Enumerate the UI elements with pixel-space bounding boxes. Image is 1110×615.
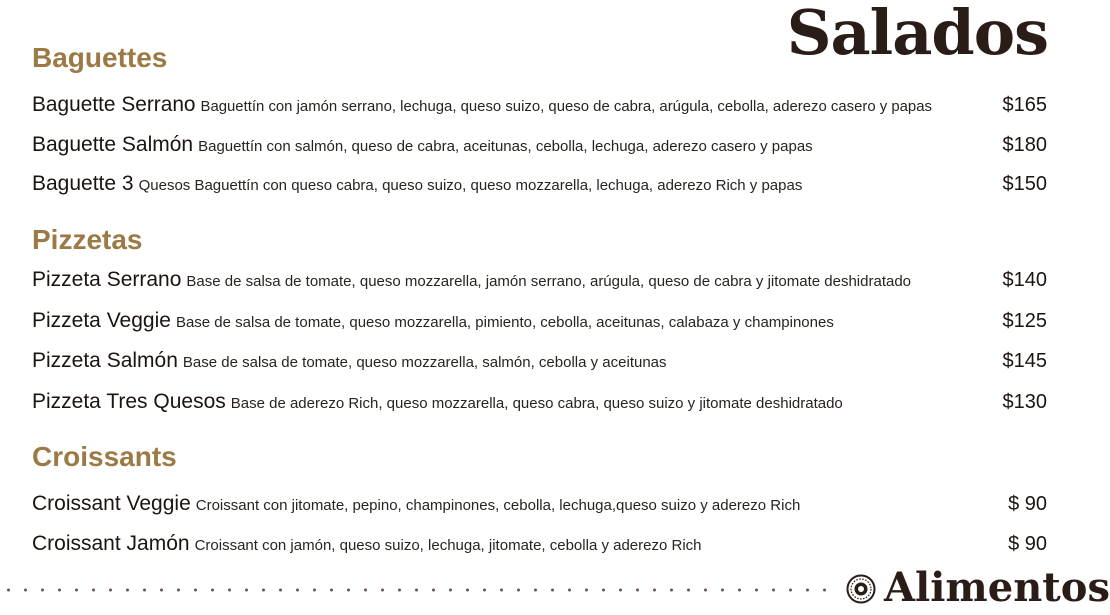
- item-description: Baguettín con jamón serrano, lechuga, queso suizo, queso de cabra, arúgula, cebolla, aderezo casero y papas: [200, 98, 932, 115]
- menu-item-pizzeta-veggie: [32, 305, 1047, 335]
- item-name: Baguette Serrano: [32, 93, 196, 116]
- item-description: Baguettín con salmón, queso de cabra, aceitunas, cebolla, lechuga, aderezo casero y papas: [198, 138, 813, 155]
- menu-item-text: [32, 93, 932, 117]
- item-price: $140: [1002, 269, 1047, 291]
- menu-item-croissant-veggie: [32, 488, 1047, 518]
- item-price: $145: [1002, 350, 1047, 372]
- item-price: $150: [1002, 173, 1047, 195]
- item-name: Pizzeta Salmón: [32, 349, 178, 372]
- item-description: Base de salsa de tomate, queso mozzarella, pimiento, cebolla, aceitunas, calabaza y champinones: [175, 314, 834, 331]
- menu-item-pizzeta-tres-quesos: [32, 386, 1047, 416]
- item-price: $165: [1002, 94, 1047, 116]
- menu-item-text: [32, 532, 702, 556]
- section-heading-croissants: Croissants: [32, 441, 177, 472]
- dotted-leader-divider: [0, 588, 838, 592]
- item-description: Base de salsa de tomate, queso mozzarella, salmón, cebolla y aceitunas: [182, 354, 667, 371]
- page-title: Salados: [786, 0, 1048, 69]
- item-name: Croissant Veggie: [32, 492, 191, 515]
- menu-item-text: [32, 268, 911, 292]
- menu-item-croissant-jamon: [32, 528, 1047, 558]
- item-name: Baguette Salmón: [32, 133, 194, 156]
- menu-item-text: [32, 349, 667, 373]
- item-price: $ 90: [1008, 493, 1047, 515]
- item-description: Croissant con jamón, queso suizo, lechuga, jitomate, cebolla y aderezo Rich: [194, 537, 702, 554]
- item-price: $ 90: [1008, 533, 1047, 555]
- menu-item-text: [32, 133, 813, 157]
- menu-item-baguette-serrano: [32, 89, 1047, 119]
- menu-item-pizzeta-serrano: [32, 264, 1047, 294]
- item-description: Quesos Baguettín con queso cabra, queso suizo, queso mozzarella, lechuga, aderezo Rich y papas: [138, 177, 803, 194]
- item-description: Croissant con jitomate, pepino, champinones, cebolla, lechuga,queso suizo y aderezo Rich: [195, 497, 801, 514]
- menu-item-pizzeta-salmon: [32, 345, 1047, 375]
- item-name: Croissant Jamón: [32, 532, 190, 555]
- item-price: $130: [1002, 391, 1047, 413]
- item-price: $125: [1002, 310, 1047, 332]
- item-name: Pizzeta Veggie: [32, 309, 171, 332]
- item-price: $180: [1002, 134, 1047, 156]
- section-heading-pizzetas: Pizzetas: [32, 224, 143, 255]
- menu-item-text: [32, 390, 843, 414]
- item-name: Pizzeta Serrano: [32, 268, 182, 291]
- footer-brand: Alimentos: [884, 564, 1110, 611]
- item-description: Base de aderezo Rich, queso mozzarella, queso cabra, queso suizo y jitomate deshidratado: [230, 395, 843, 412]
- item-name: Baguette 3: [32, 172, 134, 195]
- menu-item-baguette-3-quesos: [32, 168, 1047, 198]
- ornament-seal-icon: [846, 574, 876, 604]
- section-heading-baguettes: Baguettes: [32, 42, 168, 73]
- item-description: Base de salsa de tomate, queso mozzarella, jamón serrano, arúgula, queso de cabra y jitomate deshidratado: [186, 273, 912, 290]
- menu-item-text: [32, 492, 800, 516]
- menu-item-text: [32, 309, 834, 333]
- menu-item-baguette-salmon: [32, 129, 1047, 159]
- menu-item-text: [32, 172, 802, 196]
- item-name: Pizzeta Tres Quesos: [32, 390, 226, 413]
